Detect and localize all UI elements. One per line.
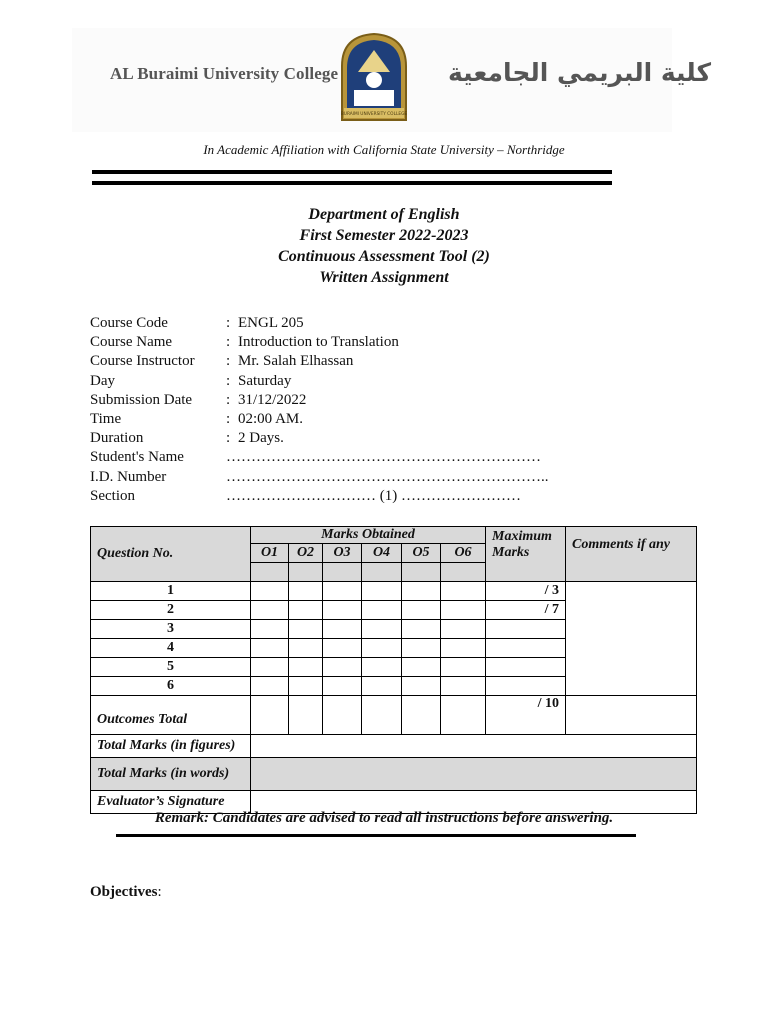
header-rule-top (92, 170, 612, 174)
mark-cell[interactable] (289, 677, 323, 696)
mark-cell[interactable] (323, 582, 362, 601)
outcomes-total-max: / 10 (486, 696, 566, 735)
assignment-title: Written Assignment (319, 269, 449, 286)
mark-cell[interactable] (251, 601, 289, 620)
mark-cell[interactable] (441, 639, 486, 658)
total-cell[interactable] (289, 696, 323, 735)
info-row-id-number[interactable]: I.D. Number ……………………………………………………….. (90, 468, 549, 485)
info-row: Course Name : Introduction to Translation (90, 334, 399, 351)
mark-cell[interactable] (323, 658, 362, 677)
outcome-header: O3 (323, 544, 362, 563)
total-words-row (91, 758, 697, 791)
max-mark (486, 620, 566, 639)
mark-cell[interactable] (289, 601, 323, 620)
total-words-field[interactable] (251, 758, 697, 791)
outcome-header: O4 (362, 544, 402, 563)
mark-cell[interactable] (289, 620, 323, 639)
total-figures-field[interactable] (251, 735, 697, 758)
info-row: Day : Saturday (90, 372, 292, 389)
college-logo (334, 32, 414, 122)
info-row: Duration : 2 Days. (90, 430, 284, 447)
mark-cell[interactable] (362, 601, 402, 620)
total-cell[interactable] (441, 696, 486, 735)
outcome-header: O5 (402, 544, 441, 563)
remark: Remark: Candidates are advised to read all instructions before answering. (154, 810, 614, 826)
question-number: 2 (91, 601, 251, 620)
total-cell[interactable] (402, 696, 441, 735)
max-mark: / 7 (486, 601, 566, 620)
outcome-header: O6 (441, 544, 486, 563)
info-row: Time : 02:00 AM. (90, 411, 304, 428)
mark-cell[interactable] (362, 620, 402, 639)
mark-cell[interactable] (402, 658, 441, 677)
question-number: 1 (91, 582, 251, 601)
mark-cell[interactable] (402, 639, 441, 658)
question-number: 3 (91, 620, 251, 639)
objectives-heading: Objectives: (90, 884, 162, 900)
college-name-en: AL Buraimi University College (110, 64, 339, 83)
mark-cell[interactable] (323, 677, 362, 696)
mark-cell[interactable] (362, 582, 402, 601)
mark-cell[interactable] (402, 601, 441, 620)
max-mark: / 3 (486, 582, 566, 601)
table-header-row (91, 527, 697, 544)
logo-caption: BURAIMI UNIVERSITY COLLEGE (340, 112, 408, 117)
mark-cell[interactable] (251, 582, 289, 601)
evaluator-label: Evaluator’s Signature (91, 791, 251, 814)
max-mark (486, 639, 566, 658)
table-row (91, 582, 697, 601)
info-row: Submission Date : 31/12/2022 (90, 391, 307, 408)
marks-obtained-header: Marks Obtained (251, 527, 486, 544)
comments-header: Comments if any (566, 527, 697, 582)
outcomes-total-label: Outcomes Total (91, 696, 251, 735)
info-row: Course Code : ENGL 205 (90, 315, 304, 331)
outcomes-total-comments[interactable] (566, 696, 697, 735)
question-no-header: Question No. (91, 527, 251, 582)
question-number: 6 (91, 677, 251, 696)
total-cell[interactable] (251, 696, 289, 735)
outcomes-total-row (91, 696, 697, 735)
info-row-section[interactable]: Section ………………………… (1) …………………… (90, 487, 521, 504)
question-number: 4 (91, 639, 251, 658)
comments-cell[interactable] (566, 582, 697, 696)
mark-cell[interactable] (441, 620, 486, 639)
mark-cell[interactable] (289, 658, 323, 677)
semester-title: First Semester 2022-2023 (299, 227, 469, 244)
mark-cell[interactable] (251, 658, 289, 677)
mark-cell[interactable] (362, 658, 402, 677)
mark-cell[interactable] (441, 582, 486, 601)
mark-cell[interactable] (362, 677, 402, 696)
marks-table (90, 526, 697, 814)
mark-cell[interactable] (251, 639, 289, 658)
total-figures-label: Total Marks (in figures) (91, 735, 251, 758)
question-number: 5 (91, 658, 251, 677)
mark-cell[interactable] (402, 582, 441, 601)
title-block (0, 204, 768, 288)
mark-cell[interactable] (289, 582, 323, 601)
max-mark (486, 677, 566, 696)
mark-cell[interactable] (323, 601, 362, 620)
mark-cell[interactable] (251, 620, 289, 639)
mark-cell[interactable] (289, 639, 323, 658)
mark-cell[interactable] (402, 677, 441, 696)
outcome-header: O2 (289, 544, 323, 563)
assessment-title: Continuous Assessment Tool (2) (278, 248, 490, 265)
maximum-marks-header: Maximum Marks (486, 527, 566, 582)
max-mark (486, 658, 566, 677)
total-cell[interactable] (362, 696, 402, 735)
total-figures-row (91, 735, 697, 758)
total-words-label: Total Marks (in words) (91, 758, 251, 791)
mark-cell[interactable] (441, 658, 486, 677)
mark-cell[interactable] (251, 677, 289, 696)
affiliation-line: In Academic Affiliation with California State University – Northridge (203, 142, 565, 157)
remark-rule (116, 834, 636, 837)
mark-cell[interactable] (441, 677, 486, 696)
mark-cell[interactable] (402, 620, 441, 639)
mark-cell[interactable] (323, 620, 362, 639)
header-rule-bottom (92, 181, 612, 185)
mark-cell[interactable] (441, 601, 486, 620)
total-cell[interactable] (323, 696, 362, 735)
department-title: Department of English (308, 206, 460, 223)
info-row-student-name[interactable]: Student's Name ……………………………………………………… (90, 449, 541, 466)
mark-cell[interactable] (362, 639, 402, 658)
course-info (90, 314, 549, 506)
mark-cell[interactable] (323, 639, 362, 658)
college-name-ar: كلية البريمي الجامعية (448, 58, 711, 87)
info-row: Course Instructor : Mr. Salah Elhassan (90, 353, 354, 370)
outcome-header: O1 (251, 544, 289, 563)
